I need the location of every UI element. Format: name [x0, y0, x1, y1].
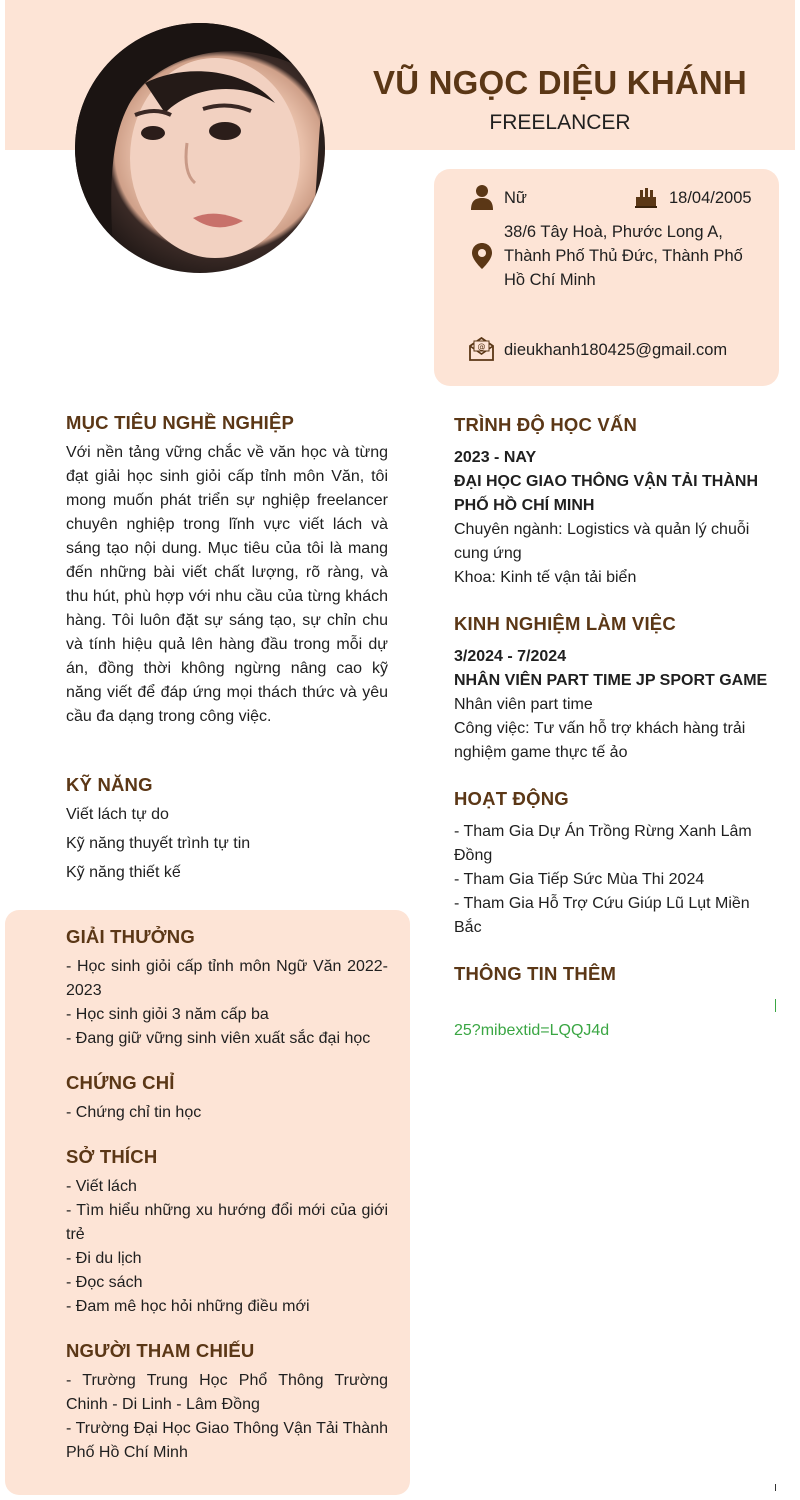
- activities-title: HOẠT ĐỘNG: [454, 788, 569, 809]
- activity-item: - Tham Gia Hỗ Trợ Cứu Giúp Lũ Lụt Miền Bắc: [454, 895, 750, 936]
- page-edge-mark: [775, 1484, 776, 1491]
- experience-duty: Công việc: Tư vấn hỗ trợ khách hàng trải nghiệm game thực tế ảo: [454, 720, 746, 761]
- link-fragment-mark: [775, 999, 776, 1012]
- certificate-item: - Chứng chỉ tin học: [66, 1104, 202, 1121]
- birthday-cake-icon: [634, 185, 658, 214]
- hobbies-title: SỞ THÍCH: [66, 1146, 158, 1167]
- education-title: TRÌNH ĐỘ HỌC VẤN: [454, 414, 638, 435]
- activity-item: - Tham Gia Dự Án Trồng Rừng Xanh Lâm Đồng: [454, 823, 752, 864]
- education-school: ĐẠI HỌC GIAO THÔNG VẬN TẢI THÀNH PHỐ HỒ CHÍ MINH: [454, 473, 758, 514]
- birthday-text: 18/04/2005: [669, 189, 752, 207]
- skill-item: Kỹ năng thiết kế: [66, 864, 181, 881]
- address-text: 38/6 Tây Hoà, Phước Long A, Thành Phố Thủ Đức, Thành Phố Hồ Chí Minh: [504, 223, 743, 289]
- education-major: Chuyên ngành: Logistics và quản lý chuỗi cung ứng: [454, 521, 750, 562]
- hobby-item: - Đam mê học hỏi những điều mới: [66, 1298, 310, 1315]
- user-icon: [470, 184, 494, 215]
- gender-text: Nữ: [504, 189, 527, 207]
- hobby-item: - Đi du lịch: [66, 1250, 142, 1267]
- hobby-item: - Tìm hiểu những xu hướng đổi mới của giới trẻ: [66, 1202, 388, 1243]
- references-title: NGƯỜI THAM CHIẾU: [66, 1340, 255, 1361]
- reference-item: - Trường Trung Học Phổ Thông Trường Chinh - Di Linh - Lâm Đồng: [66, 1372, 388, 1413]
- experience-period: 3/2024 - 7/2024: [454, 648, 567, 665]
- avatar: [75, 23, 325, 273]
- location-pin-icon: [471, 243, 493, 274]
- objective-text: Với nền tảng vững chắc về văn học và từng đạt giải học sinh giỏi cấp tỉnh môn Văn, tôi mong muốn phát triển sự nghiệp freelancer chuyên nghiệp trong lĩnh vực viết lách và sáng tạo nội dung. Mục tiêu của tôi là mang đến những bài viết chất lượng, rõ ràng, và thu hút, phù hợp với nhu cầu của từng khách hàng. Tôi luôn đặt sự sáng tạo, sự chỉn chu và tính hiệu quả lên hàng đầu trong mỗi dự án, đồng thời không ngừng nâng cao kỹ năng viết để đáp ứng mọi thách thức và yêu cầu đa dạng trong công việc.: [66, 444, 388, 725]
- experience-role: Nhân viên part time: [454, 696, 593, 713]
- objective-title: MỤC TIÊU NGHỀ NGHIỆP: [66, 412, 295, 433]
- awards-title: GIẢI THƯỞNG: [66, 926, 195, 947]
- experience-position: NHÂN VIÊN PART TIME JP SPORT GAME: [454, 672, 768, 689]
- award-item: - Đang giữ vững sinh viên xuất sắc đại học: [66, 1030, 371, 1047]
- activity-item: - Tham Gia Tiếp Sức Mùa Thi 2024: [454, 871, 705, 888]
- extra-info-title: THÔNG TIN THÊM: [454, 963, 617, 984]
- candidate-name: VŨ NGỌC DIỆU KHÁNH: [373, 64, 747, 101]
- hobby-item: - Viết lách: [66, 1178, 137, 1195]
- extra-link[interactable]: 25?mibextid=LQQJ4d: [454, 1022, 610, 1039]
- hobby-item: - Đọc sách: [66, 1274, 143, 1291]
- award-item: - Học sinh giỏi cấp tỉnh môn Ngữ Văn 2022-2023: [66, 958, 388, 999]
- skills-title: KỸ NĂNG: [66, 774, 153, 795]
- certificates-title: CHỨNG CHỈ: [66, 1072, 175, 1093]
- email-icon: [469, 337, 494, 366]
- email-text: dieukhanh180425@gmail.com: [504, 341, 728, 359]
- skill-item: Viết lách tự do: [66, 806, 169, 823]
- candidate-role: FREELANCER: [489, 111, 631, 134]
- experience-title: KINH NGHIỆM LÀM VIỆC: [454, 613, 676, 634]
- svg-text:@: @: [477, 342, 486, 351]
- award-item: - Học sinh giỏi 3 năm cấp ba: [66, 1006, 269, 1023]
- education-faculty: Khoa: Kinh tế vận tải biển: [454, 569, 637, 586]
- education-period: 2023 - NAY: [454, 449, 537, 466]
- skill-item: Kỹ năng thuyết trình tự tin: [66, 835, 251, 852]
- reference-item: - Trường Đại Học Giao Thông Vận Tải Thành Phố Hồ Chí Minh: [66, 1420, 388, 1461]
